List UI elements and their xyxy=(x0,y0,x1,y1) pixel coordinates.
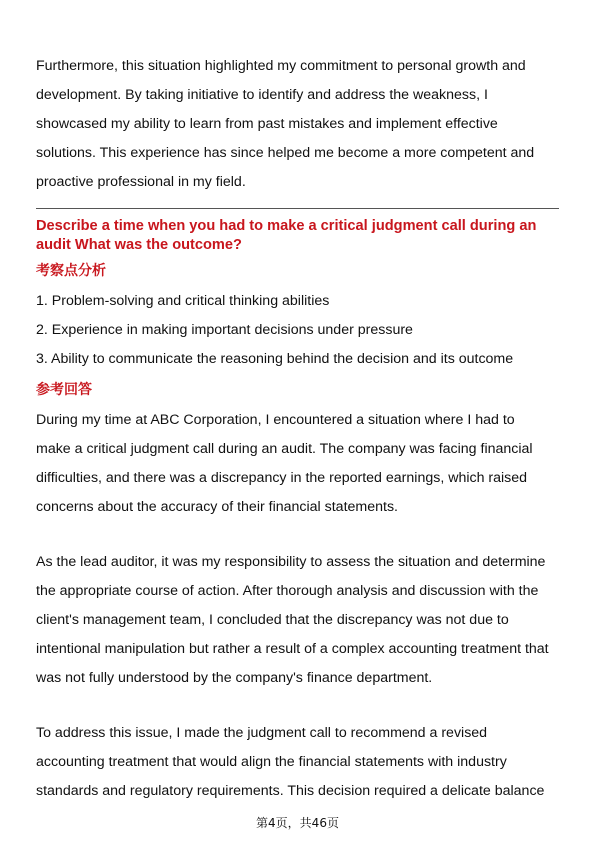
answer-paragraph xyxy=(36,548,559,693)
analysis-point: 1. Problem-solving and critical thinking abilities xyxy=(36,293,330,309)
analysis-point: 3. Ability to communicate the reasoning behind the decision and its outcome xyxy=(36,351,514,367)
answer-line: was not fully understood by the company's finance department. xyxy=(36,670,433,686)
intro-line: proactive professional in my field. xyxy=(36,174,246,190)
answer-paragraph xyxy=(36,719,559,806)
intro-line: Furthermore, this situation highlighted my commitment to personal growth and xyxy=(36,58,526,74)
document-page xyxy=(36,52,559,806)
intro-line: showcased my ability to learn from past mistakes and implement effective xyxy=(36,116,498,132)
answer-line: the appropriate course of action. After thorough analysis and discussion with the xyxy=(36,583,539,599)
paragraph-gap xyxy=(36,693,559,719)
answer-line: client's management team, I concluded that the discrepancy was not due to xyxy=(36,612,509,628)
answer-line: During my time at ABC Corporation, I encountered a situation where I had to xyxy=(36,412,515,428)
answer-line: concerns about the accuracy of their financial statements. xyxy=(36,499,398,515)
answer-line: standards and regulatory requirements. This decision required a delicate balance xyxy=(36,783,545,799)
intro-paragraph xyxy=(36,52,559,197)
intro-line: solutions. This experience has since helped me become a more competent and xyxy=(36,145,535,161)
answer-line: intentional manipulation but rather a result of a complex accounting treatment that xyxy=(36,641,549,657)
question-title: Describe a time when you had to make a critical judgment call during an audit What was the outcome? xyxy=(36,218,537,253)
analysis-label: 考察点分析 xyxy=(36,263,106,279)
answer-paragraph xyxy=(36,406,559,522)
answer-line: difficulties, and there was a discrepancy in the reported earnings, which raised xyxy=(36,470,528,486)
page-number: 第4页，共46页 xyxy=(256,816,339,830)
answer-line: To address this issue, I made the judgment call to recommend a revised xyxy=(36,725,488,741)
answer-label: 参考回答 xyxy=(36,382,92,398)
answer-line: As the lead auditor, it was my responsibility to assess the situation and determine xyxy=(36,554,546,570)
analysis-point: 2. Experience in making important decisions under pressure xyxy=(36,322,413,338)
section-divider xyxy=(36,208,559,209)
analysis-points xyxy=(36,287,559,374)
intro-line: development. By taking initiative to identify and address the weakness, I xyxy=(36,87,488,103)
answer-line: make a critical judgment call during an audit. The company was facing financial xyxy=(36,441,533,457)
answer-line: accounting treatment that would align the financial statements with industry xyxy=(36,754,507,770)
paragraph-gap xyxy=(36,522,559,548)
